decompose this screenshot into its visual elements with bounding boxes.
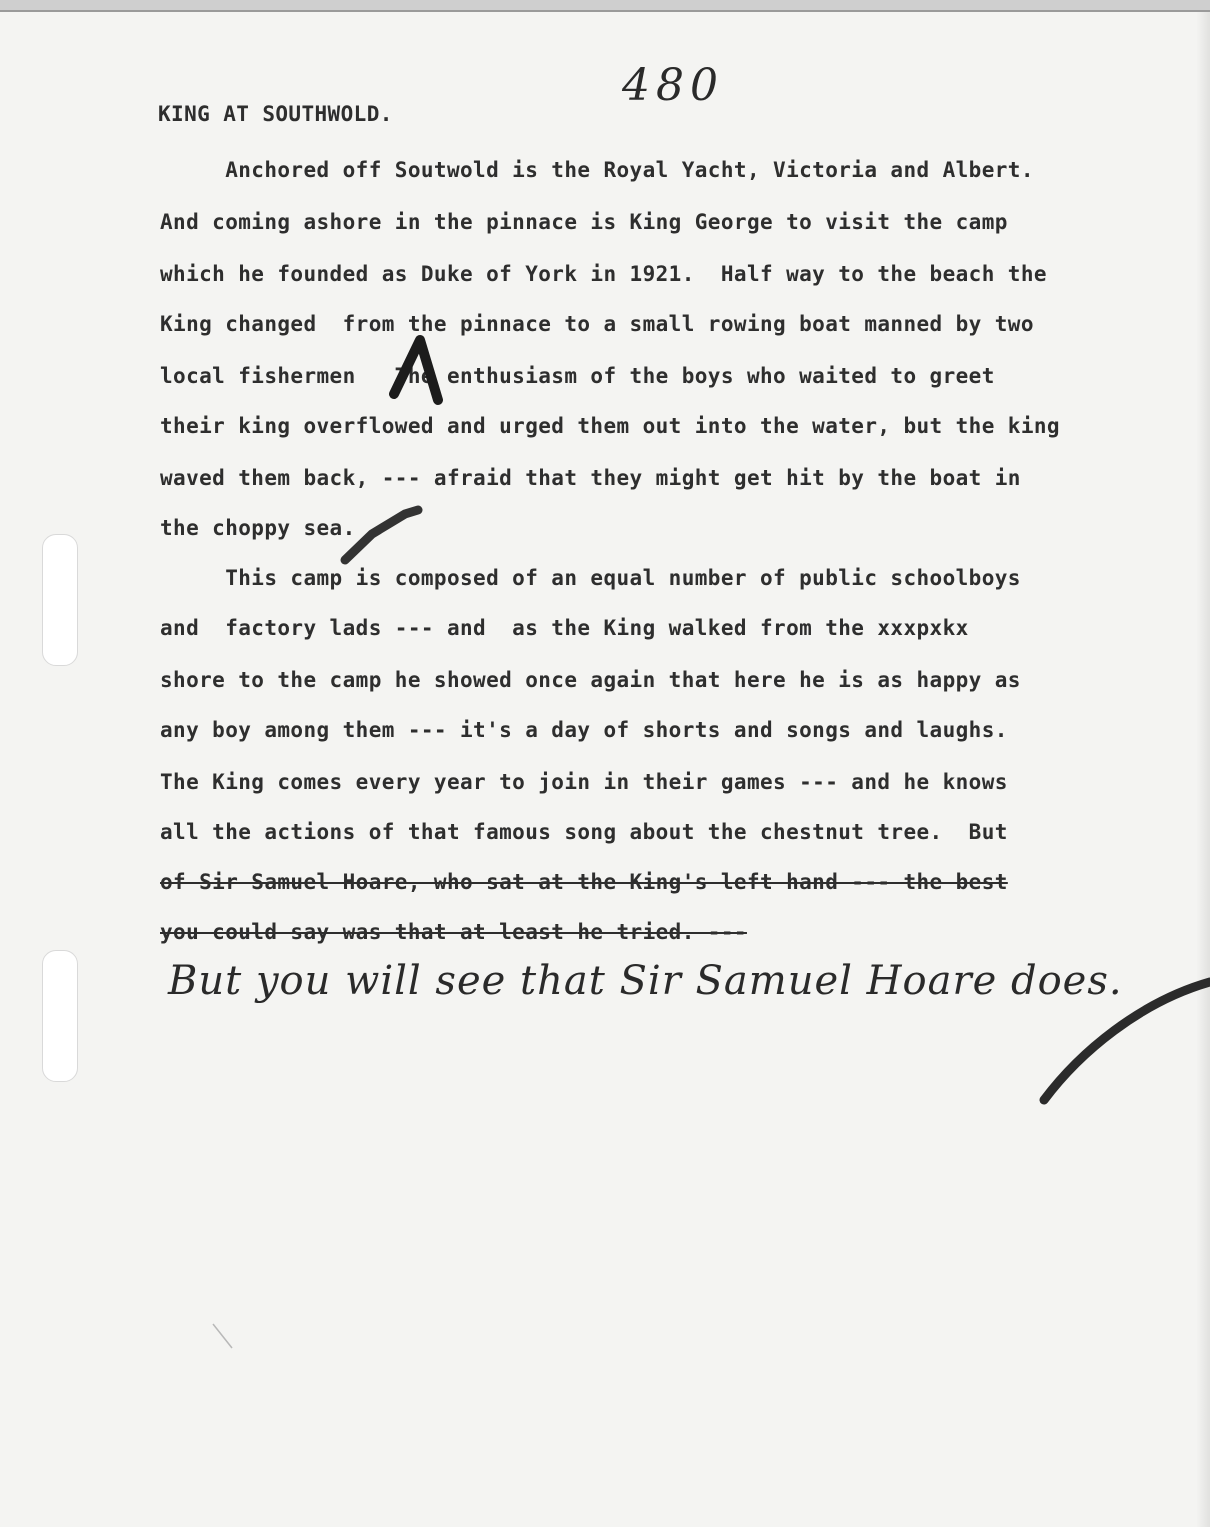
page-number: 480	[622, 60, 724, 111]
caret-insertion-mark	[394, 340, 438, 400]
page-scratch	[213, 1324, 232, 1348]
body-line: Anchored off Soutwold is the Royal Yacht, Victoria and Albert.	[160, 158, 1034, 182]
struck-line: you could say was that at least he tried. ---	[160, 920, 747, 944]
body-line: shore to the camp he showed once again that here he is as happy as	[160, 668, 1021, 692]
pen-stroke-mark	[1044, 982, 1210, 1100]
body-line: local fishermen The enthusiasm of the boys who waited to greet	[160, 364, 995, 388]
body-line: And coming ashore in the pinnace is King George to visit the camp	[160, 210, 1008, 234]
body-line: King changed from the pinnace to a small rowing boat manned by two	[160, 312, 1034, 336]
pen-marks	[0, 12, 1210, 1527]
body-line: any boy among them --- it's a day of shorts and songs and laughs.	[160, 718, 1008, 742]
document-title: KING AT SOUTHWOLD.	[158, 102, 393, 126]
body-line: the choppy sea.	[160, 516, 356, 540]
body-line: all the actions of that famous song about the chestnut tree. But	[160, 820, 1008, 844]
body-line: which he founded as Duke of York in 1921. Half way to the beach the	[160, 262, 1047, 286]
document-page	[0, 10, 1210, 1527]
body-line: their king overflowed and urged them out into the water, but the king	[160, 414, 1060, 438]
body-line: This camp is composed of an equal number of public schoolboys	[160, 566, 1021, 590]
handwritten-insertion: But you will see that Sir Samuel Hoare does.	[168, 958, 1123, 1004]
body-line: waved them back, --- afraid that they might get hit by the boat in	[160, 466, 1021, 490]
body-line: and factory lads --- and as the King walked from the xxxpxkx	[160, 616, 969, 640]
body-line: The King comes every year to join in their games --- and he knows	[160, 770, 1008, 794]
pen-slash-mark	[345, 510, 418, 560]
struck-line: of Sir Samuel Hoare, who sat at the King's left hand --- the best	[160, 870, 1008, 894]
